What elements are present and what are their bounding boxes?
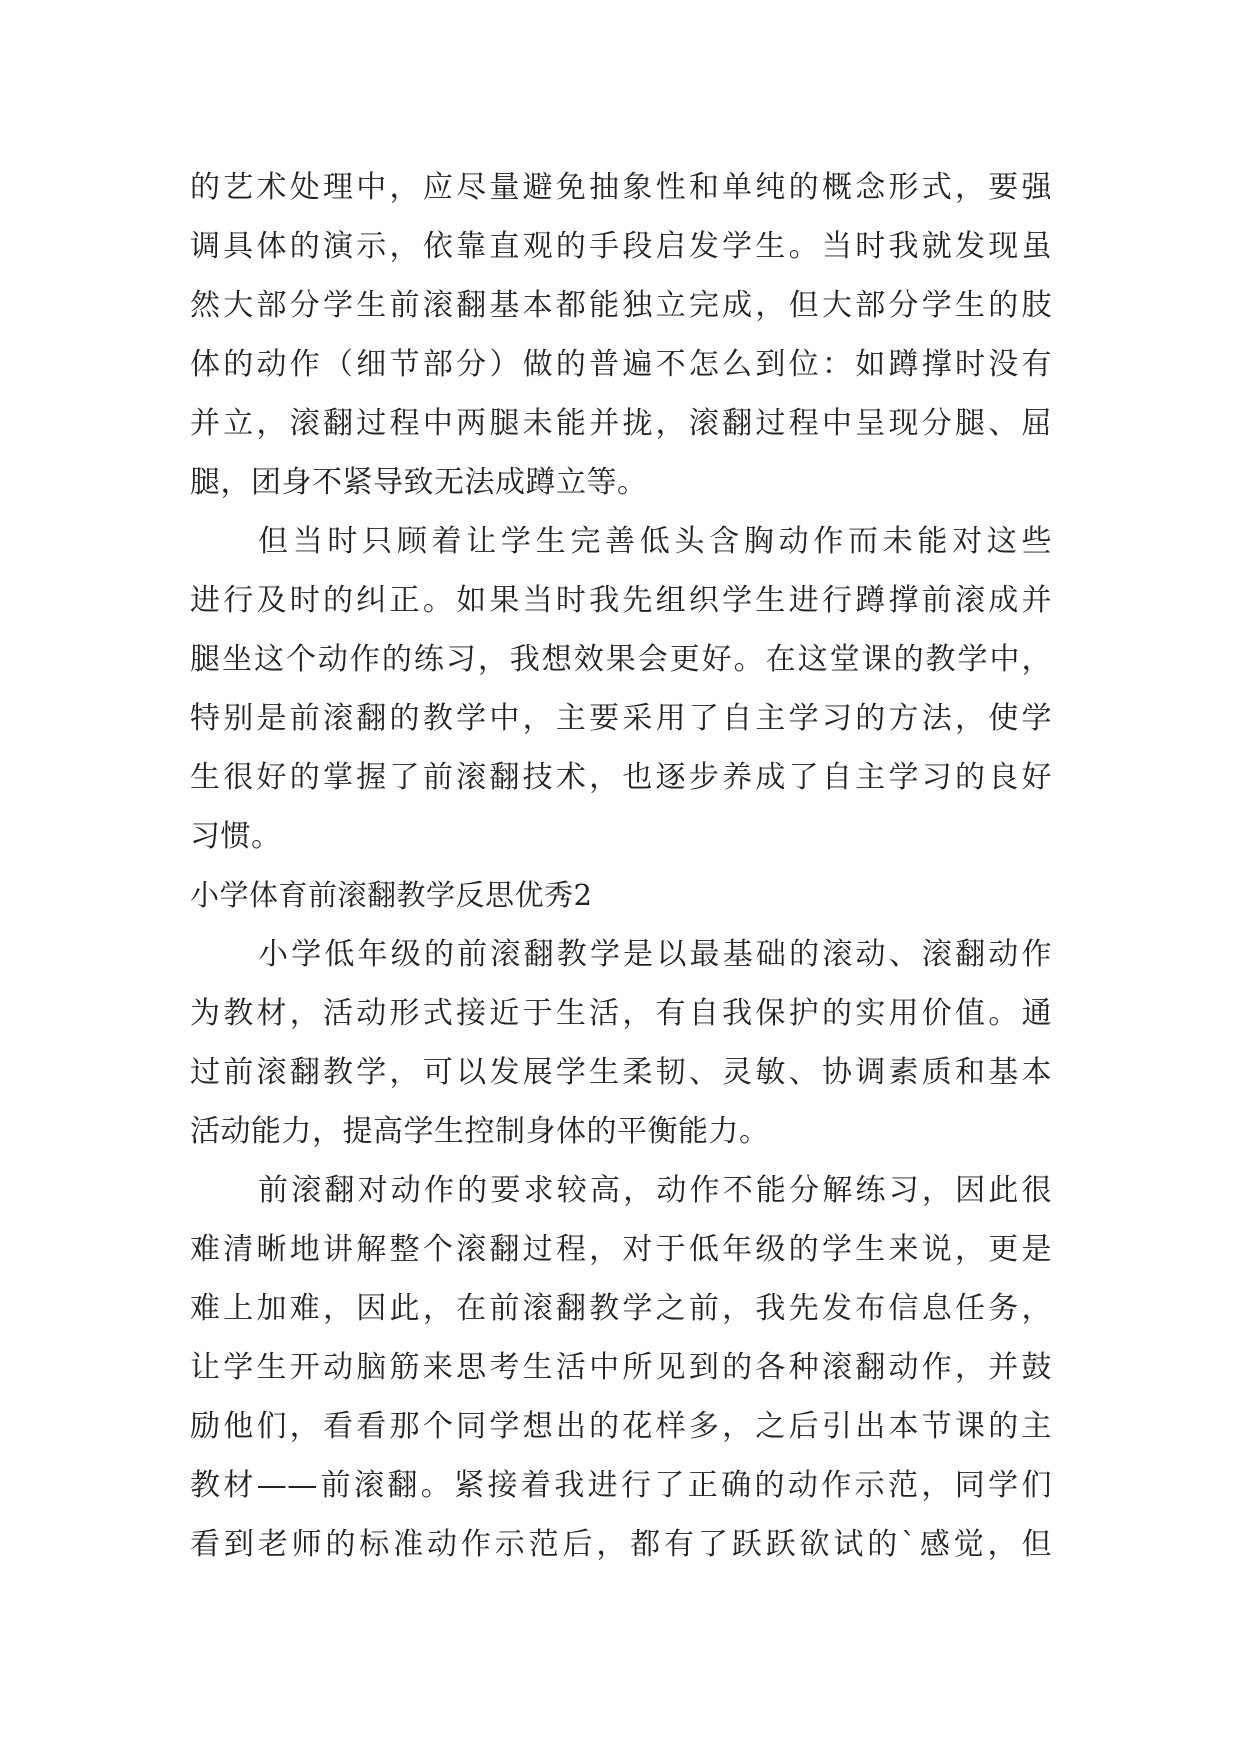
text-line: 看到老师的标准动作示范后，都有了跃跃欲试的`感觉，但 bbox=[190, 1527, 1052, 1562]
paragraph-1 bbox=[190, 158, 1052, 512]
text-line: 进行及时的纠正。如果当时我先组织学生进行蹲撑前滚成并 bbox=[190, 583, 1052, 618]
document-body bbox=[190, 158, 1052, 1574]
text-line: 为教材，活动形式接近于生活，有自我保护的实用价值。通 bbox=[190, 996, 1052, 1031]
text-line: 习惯。 bbox=[190, 819, 282, 854]
text-line: 教材——前滚翻。紧接着我进行了正确的动作示范，同学们 bbox=[190, 1468, 1052, 1503]
text-line: 难上加难，因此，在前滚翻教学之前，我先发布信息任务， bbox=[190, 1291, 1052, 1326]
paragraph-3 bbox=[190, 925, 1052, 1161]
text-line: 体的动作（细节部分）做的普遍不怎么到位：如蹲撑时没有 bbox=[190, 347, 1052, 382]
text-line: 生很好的掌握了前滚翻技术，也逐步养成了自主学习的良好 bbox=[190, 760, 1052, 795]
text-line: 腿坐这个动作的练习，我想效果会更好。在这堂课的教学中， bbox=[190, 642, 1052, 677]
text-line: 前滚翻对动作的要求较高，动作不能分解练习，因此很 bbox=[258, 1173, 1052, 1208]
text-line: 难清晰地讲解整个滚翻过程，对于低年级的学生来说，更是 bbox=[190, 1232, 1052, 1267]
section-heading: 小学体育前滚翻教学反思优秀2 bbox=[190, 878, 593, 912]
paragraph-2 bbox=[190, 512, 1052, 866]
paragraph-4 bbox=[190, 1161, 1052, 1574]
text-line: 调具体的演示，依靠直观的手段启发学生。当时我就发现虽 bbox=[190, 229, 1052, 264]
text-line: 并立，滚翻过程中两腿未能并拢，滚翻过程中呈现分腿、屈 bbox=[190, 406, 1052, 441]
text-line: 活动能力，提高学生控制身体的平衡能力。 bbox=[190, 1114, 770, 1149]
text-line: 过前滚翻教学，可以发展学生柔韧、灵敏、协调素质和基本 bbox=[190, 1055, 1052, 1090]
text-line: 然大部分学生前滚翻基本都能独立完成，但大部分学生的肢 bbox=[190, 288, 1052, 323]
text-line: 励他们，看看那个同学想出的花样多，之后引出本节课的主 bbox=[190, 1409, 1052, 1444]
text-line: 特别是前滚翻的教学中，主要采用了自主学习的方法，使学 bbox=[190, 701, 1052, 736]
text-line: 但当时只顾着让学生完善低头含胸动作而未能对这些 bbox=[258, 524, 1052, 559]
text-line: 腿，团身不紧导致无法成蹲立等。 bbox=[190, 465, 648, 500]
text-line: 让学生开动脑筋来思考生活中所见到的各种滚翻动作，并鼓 bbox=[190, 1350, 1052, 1385]
text-line: 小学低年级的前滚翻教学是以最基础的滚动、滚翻动作 bbox=[258, 937, 1052, 972]
text-line: 的艺术处理中，应尽量避免抽象性和单纯的概念形式，要强 bbox=[190, 170, 1052, 205]
